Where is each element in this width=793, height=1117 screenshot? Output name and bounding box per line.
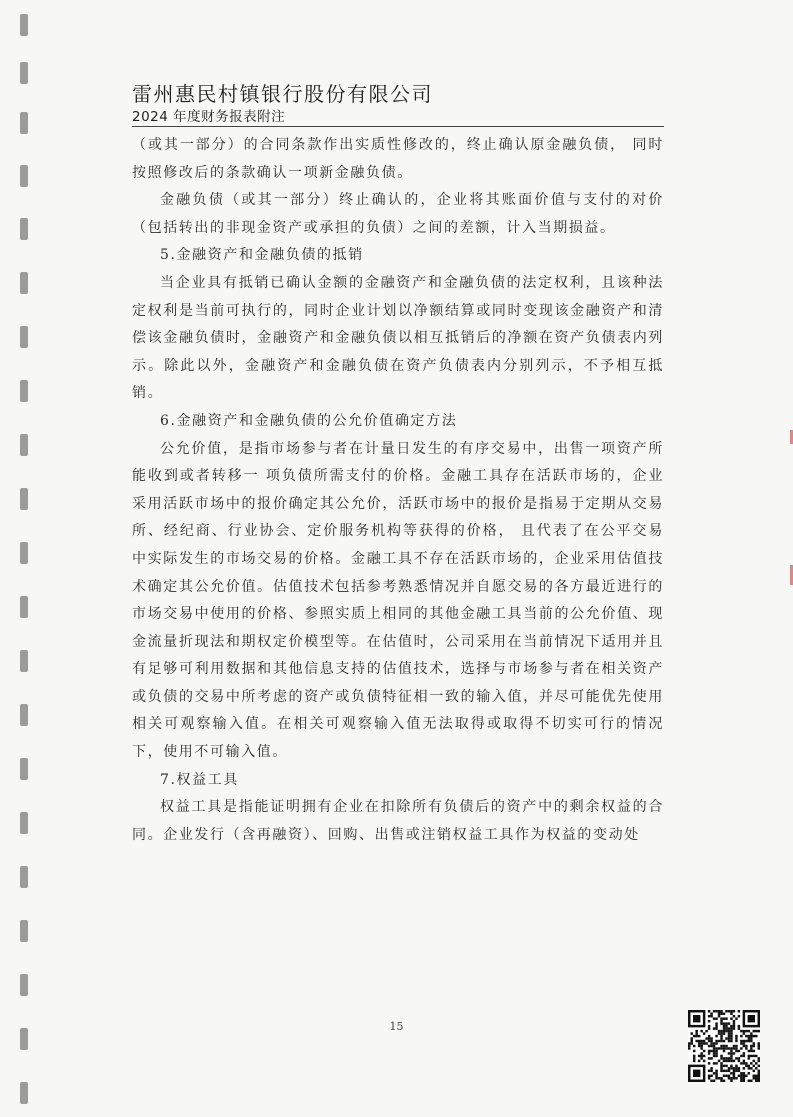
binding-hole [20, 974, 28, 996]
binding-hole [20, 758, 28, 780]
page-number: 15 [389, 1020, 404, 1033]
binding-hole [20, 326, 28, 348]
section-heading: 7.权益工具 [160, 771, 239, 788]
binding-hole [20, 812, 28, 834]
report-subtitle: 2024 年度财务报表附注 [132, 109, 286, 125]
binding-hole [20, 380, 28, 402]
binding-hole [20, 218, 28, 240]
binding-hole [20, 650, 28, 672]
qr-code-icon [688, 1010, 760, 1082]
document-body [132, 132, 664, 849]
binding-hole [20, 596, 28, 618]
binding-hole [20, 14, 28, 36]
section-heading: 6.金融资产和金融负债的公允价值确定方法 [160, 412, 458, 429]
paragraph: 公允价值，是指市场参与者在计量日发生的有序交易中，出售一项资产所能收到或者转移一 项负债所需支付的价格。金融工具存在活跃市场的，企业采用活跃市场中的报价确定其公允价，活跃市场中的报价是指易于定期从交易所、经纪商、行业协会、定价服务机构等获得的价格， 且代表了在公平交易中实际发生的市场交易的价格。金融工具不存在活跃市场的，企业采用估值技术确定其公允价值。估值技术包括参考熟悉情况并自愿交易的各方最近进行的市场交易中使用的价格、参照实质上相同的其他金融工具当前的公允价值、现金流量折现法和期权定价模型等。在估值时，公司采用在当前情况下适用并且有足够可利用数据和其他信息支持的估值技术，选择与市场参与者在相关资产或负债的交易中所考虑的资产或负债特征相一致的输入值，并尽可能优先使用相关可观察输入值。在相关可观察输入值无法取得或取得不切实可行的情况下，使用不可输入值。 [132, 440, 664, 761]
binding-hole [20, 1082, 28, 1104]
paragraph: 权益工具是指能证明拥有企业在扣除所有负债后的资产中的剩余权益的合同。企业发行（含再融资）、回购、出售或注销权益工具作为权益的变动处 [132, 799, 664, 843]
binding-hole [20, 62, 28, 84]
paragraph-continuation: （或其一部分）的合同条款作出实质性修改的，终止确认原金融负债， 同时按照修改后的条款确认一项新金融负债。 [132, 137, 664, 181]
binding-hole [20, 488, 28, 510]
binding-hole [20, 542, 28, 564]
binding-hole [20, 434, 28, 456]
header-divider [132, 126, 664, 127]
qr-code-graphic [688, 1010, 760, 1082]
binding-hole [20, 704, 28, 726]
binding-hole [20, 272, 28, 294]
section-heading: 5.金融资产和金融负债的抵销 [160, 247, 364, 264]
binding-hole [20, 165, 28, 187]
binding-hole [20, 920, 28, 942]
company-title: 雷州惠民村镇银行股份有限公司 [132, 82, 433, 106]
paragraph: 金融负债（或其一部分）终止确认的，企业将其账面价值与支付的对价（包括转出的非现金资产或承担的负债）之间的差额，计入当期损益。 [132, 192, 664, 236]
binding-holes [18, 0, 32, 1117]
paragraph: 当企业具有抵销已确认金额的金融资产和金融负债的法定权利，且该种法定权利是当前可执行的，同时企业计划以净额结算或同时变现该金融资产和清偿该金融负债时，金融资产和金融负债以相互抵销后的净额在资产负债表内列示。除此以外，金融资产和金融负债在资产负债表内分别列示，不予相互抵销。 [132, 274, 664, 402]
binding-hole [20, 866, 28, 888]
binding-hole [20, 112, 28, 134]
